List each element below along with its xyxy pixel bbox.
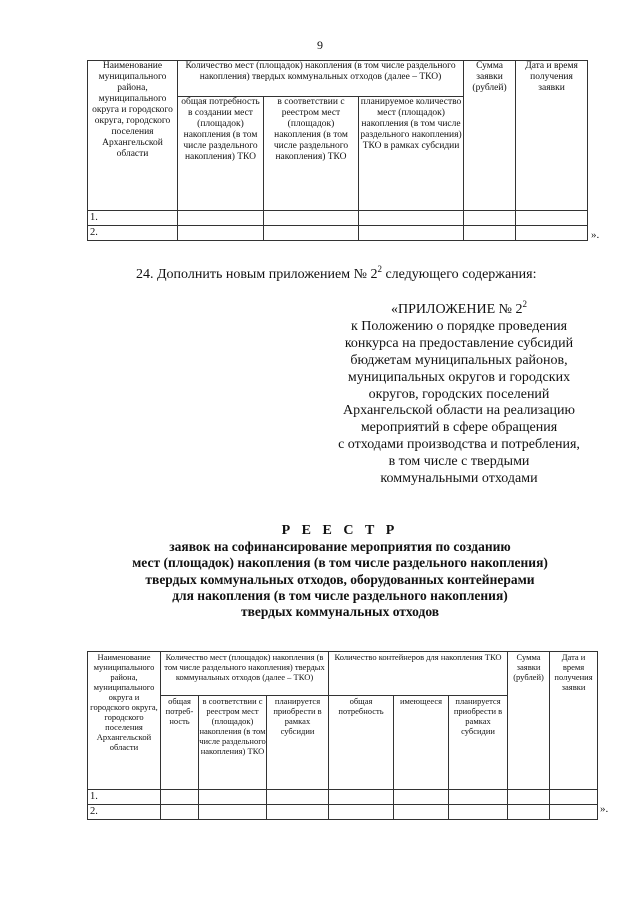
registry-heading [0, 523, 640, 620]
heading-line: для накопления (в том числе раздельного накопления) [172, 587, 508, 603]
col-header-sum: Сумма заявки (рублей) [508, 652, 550, 790]
closing-quote: ». [591, 229, 600, 241]
item-24-text: 24. Дополнить новым приложением № $2^2$ следующего содержания: [136, 264, 537, 282]
table-row [88, 805, 598, 820]
page-number: 9 [317, 38, 323, 52]
col-header-registry: в соответствии с реестром мест (площадок) накопления (в том числе раздельного накопления) ТКО [264, 97, 359, 211]
row-number: 2. [88, 226, 178, 241]
col-header-places-registry: в соответствии с реестром мест (площадок) накопления (в том числе раздельного накопления) ТКО [199, 696, 267, 790]
appendix-title: «ПРИЛОЖЕНИЕ № $2^2$ [391, 299, 527, 317]
appendix-line: Архангельской области на реализацию [343, 403, 575, 419]
col-header-containers-group: Количество контейнеров для накопления ТКО [329, 652, 508, 696]
heading-line: твердых коммунальных отходов [240, 604, 440, 620]
registry-title: Р Е Е С Т Р [281, 523, 399, 538]
appendix-line: к Положению о порядке проведения [350, 318, 568, 334]
table-row [88, 211, 588, 226]
col-header-name: Наименование муниципального района, муниципального округа и городского округа, городского поселения Архангельской области [88, 652, 161, 790]
heading-line: заявок на софинансирование мероприятия по созданию [169, 539, 511, 555]
appendix-line: округов, городских поселений [368, 386, 550, 402]
row-number: 1. [88, 790, 161, 805]
col-header-general-need: общая потребность в создании мест (площадок) накопления (в том числе раздельного накопления) ТКО [178, 97, 264, 211]
heading-line: мест (площадок) накопления (в том числе раздельного накопления) [132, 555, 548, 571]
col-header-places-group: Количество мест (площадок) накопления (в том числе раздельного накопления) твердых коммунальных отходов (далее – ТКО) [178, 61, 464, 97]
heading-line: твердых коммунальных отходов, оборудованных контейнерами [145, 571, 535, 587]
appendix-line: конкурса на предоставление субсидий [344, 335, 574, 351]
appendix-line: бюджетам муниципальных районов, [350, 352, 568, 368]
appendix-line: коммунальными отходами [380, 471, 538, 487]
appendix-line: в том числе с твердыми [388, 454, 530, 470]
col-header-date: Дата и время получения заявки [550, 652, 598, 790]
appendix-caption [300, 296, 618, 488]
col-header-containers-general: общая потребность [329, 696, 394, 790]
col-header-places-general: общая потреб-ность [161, 696, 199, 790]
col-header-containers-planned: планируется приобрести в рамках субсидии [449, 696, 508, 790]
row-number: 2. [88, 805, 161, 820]
table-row [88, 226, 588, 241]
registry-table-1 [87, 60, 588, 241]
col-header-places-planned: планируется приобрести в рамках субсидии [267, 696, 329, 790]
appendix-line: с отходами производства и потребления, [338, 437, 580, 453]
appendix-line: муниципальных округов и городских [347, 369, 571, 385]
registry-table-2 [87, 651, 598, 820]
closing-quote: ». [600, 803, 609, 815]
col-header-sum: Сумма заявки (рублей) [464, 61, 516, 211]
appendix-line: мероприятий в сфере обращения [360, 420, 558, 436]
col-header-containers-existing: имеющееся [394, 696, 449, 790]
row-number: 1. [88, 211, 178, 226]
col-header-date: Дата и время получения заявки [516, 61, 588, 211]
table-row [88, 790, 598, 805]
col-header-name: Наименование муниципального района, муниципального округа и городского округа, городского поселения Архангельской области [88, 61, 178, 211]
col-header-places-group: Количество мест (площадок) накопления (в том числе раздельного накопления) твердых коммунальных отходов (далее – ТКО) [161, 652, 329, 696]
col-header-planned: планируемое количество мест (площадок) накопления (в том числе раздельного накопления) ТКО в рамках субсидии [359, 97, 464, 211]
